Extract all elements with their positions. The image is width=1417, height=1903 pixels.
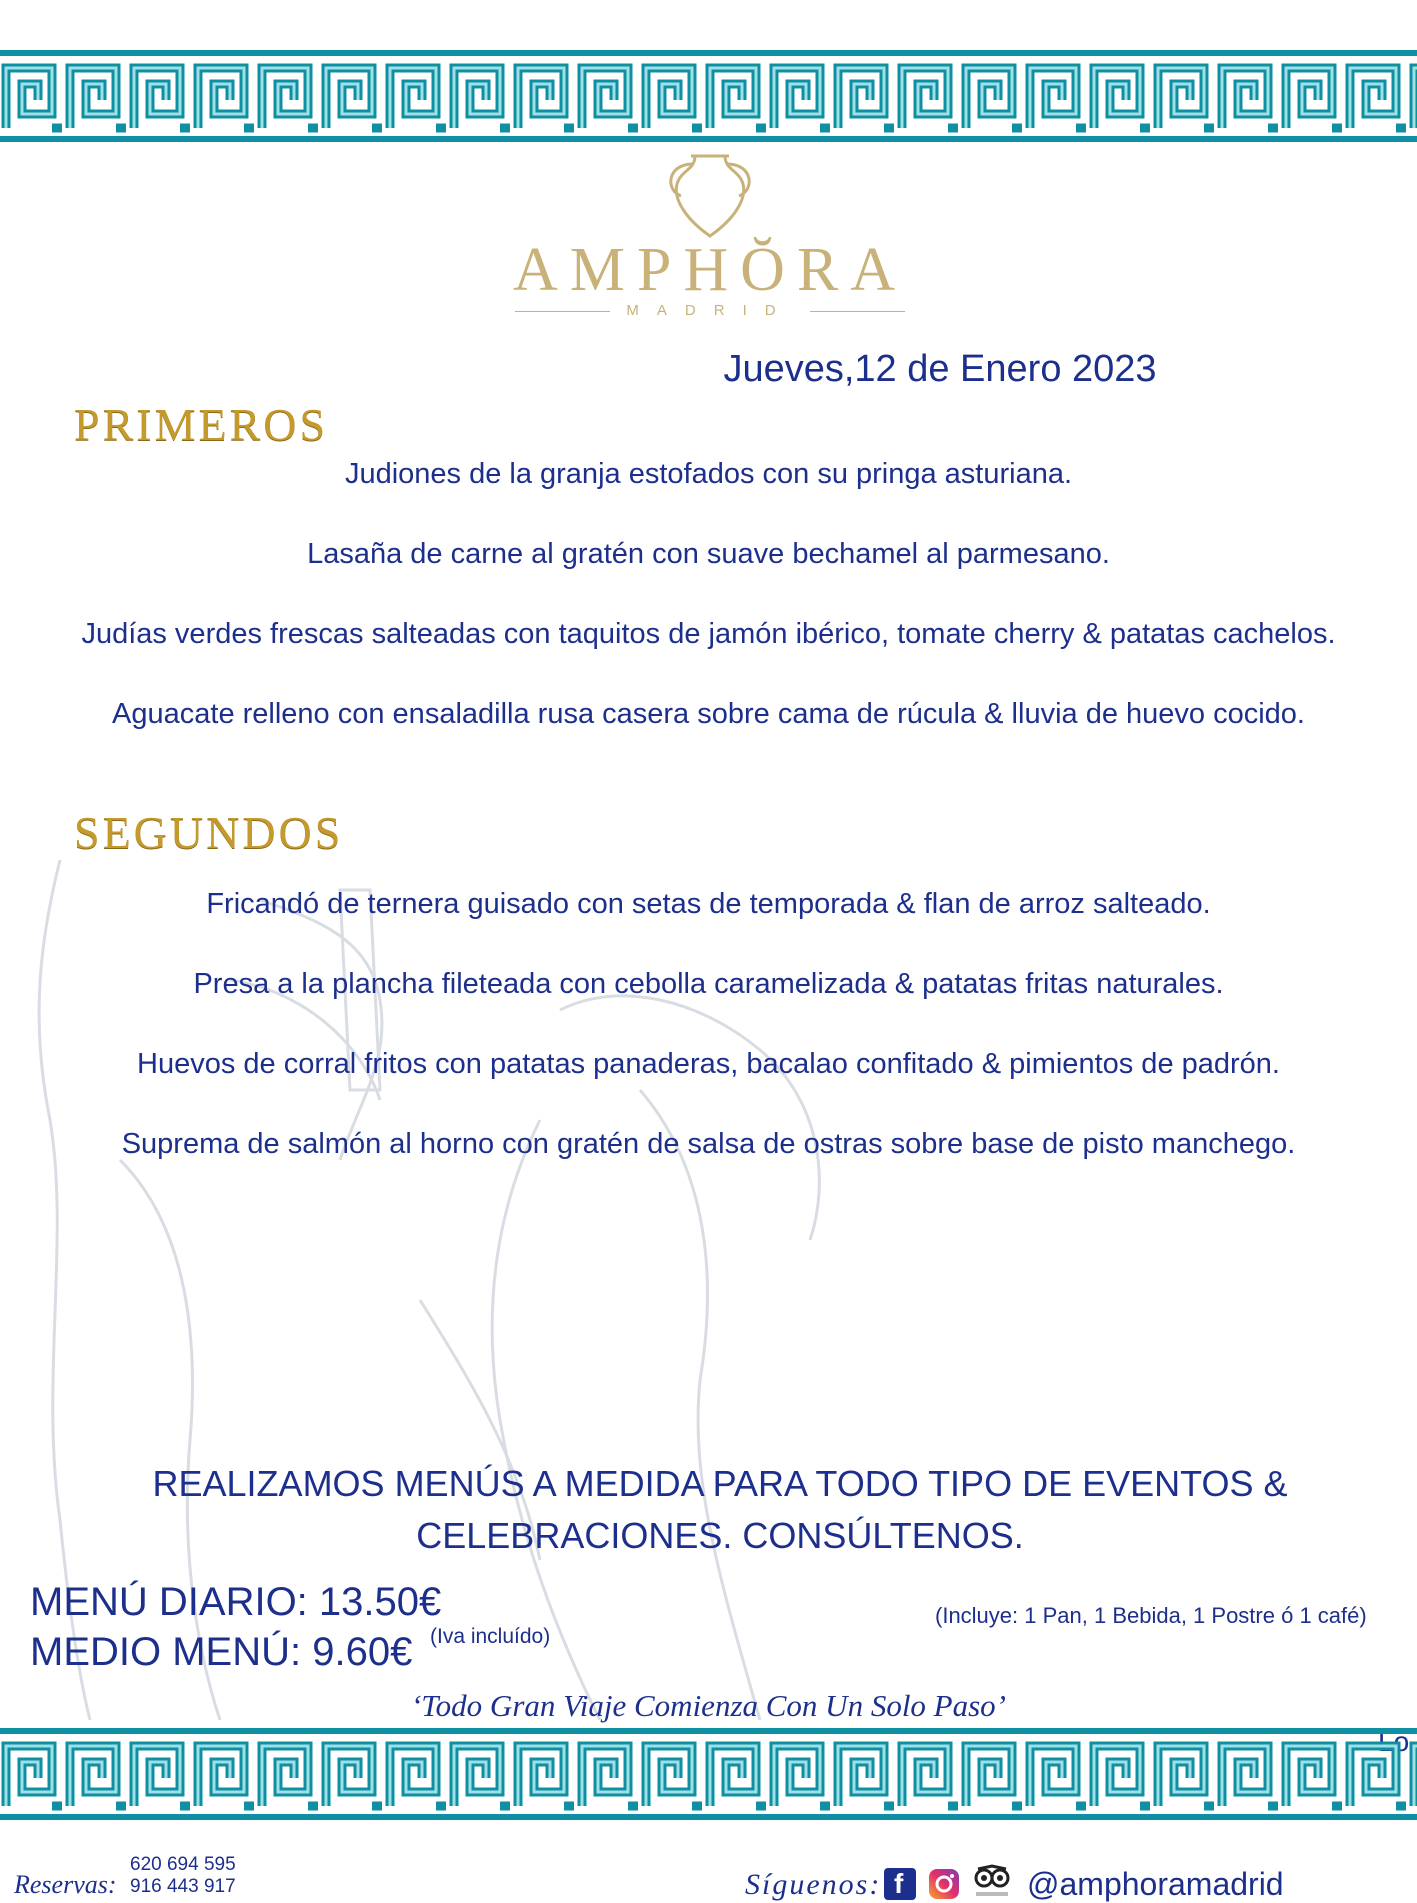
- logo-rule-right: [810, 311, 905, 312]
- segundos-dish: Presa a la plancha fileteada con cebolla caramelizada & patatas fritas naturales.: [193, 968, 1224, 1000]
- menu-date: Jueves,12 de Enero 2023: [723, 348, 1157, 390]
- segundos-title: SEGUNDOS: [74, 807, 344, 858]
- follow-label: Síguenos:: [745, 1868, 882, 1901]
- brand-name: AMPHŎRA: [512, 236, 908, 304]
- greek-key-border-top: [0, 50, 1417, 142]
- motto-quote: ‘Todo Gran Viaje Comienza Con Un Solo Paso’: [410, 1688, 1007, 1723]
- social-handle[interactable]: @amphoramadrid: [1027, 1866, 1284, 1902]
- facebook-icon[interactable]: f: [884, 1868, 916, 1900]
- medio-menu-price: MEDIO MENÚ: 9.60€: [30, 1630, 413, 1674]
- segundos-dish: Fricandó de ternera guisado con setas de temporada & flan de arroz salteado.: [206, 888, 1211, 920]
- segundos-dish: Suprema de salmón al horno con gratén de salsa de ostras sobre base de pisto manchego.: [121, 1128, 1296, 1160]
- iva-note: (Iva incluído): [430, 1625, 551, 1648]
- reservas-label: Reservas:: [14, 1870, 117, 1899]
- tripadvisor-icon[interactable]: [972, 1862, 1012, 1902]
- events-line-1: REALIZAMOS MENÚS A MEDIDA PARA TODO TIPO DE EVENTOS &: [152, 1463, 1288, 1504]
- primeros-dish: Lasaña de carne al gratén con suave bechamel al parmesano.: [307, 538, 1110, 570]
- primeros-title: PRIMEROS: [74, 399, 329, 450]
- greek-key-border-bottom: [0, 1728, 1417, 1820]
- phone-number[interactable]: 916 443 917: [130, 1876, 236, 1897]
- amphora-logo: [505, 150, 915, 340]
- brand-city: MADRID: [626, 302, 794, 319]
- primeros-dish: Judiones de la granja estofados con su pringa asturiana.: [344, 458, 1073, 490]
- primeros-dish: Judías verdes frescas salteadas con taquitos de jamón ibérico, tomate cherry & patatas cachelos.: [81, 618, 1336, 650]
- events-line-2: CELEBRACIONES. CONSÚLTENOS.: [416, 1515, 1024, 1556]
- primeros-dish: Aguacate relleno con ensaladilla rusa casera sobre cama de rúcula & lluvia de huevo cocido.: [112, 698, 1305, 730]
- segundos-dish: Huevos de corral fritos con patatas panaderas, bacalao confitado & pimientos de padrón.: [137, 1048, 1280, 1080]
- includes-note: (Incluye: 1 Pan, 1 Bebida, 1 Postre ó 1 café): [935, 1603, 1367, 1628]
- menu-diario-price: MENÚ DIARIO: 13.50€: [30, 1580, 442, 1624]
- instagram-icon[interactable]: [928, 1868, 960, 1900]
- phone-number[interactable]: 620 694 595: [130, 1854, 236, 1875]
- amphora-vase-icon: [653, 150, 767, 240]
- events-notice: [100, 1458, 1340, 1562]
